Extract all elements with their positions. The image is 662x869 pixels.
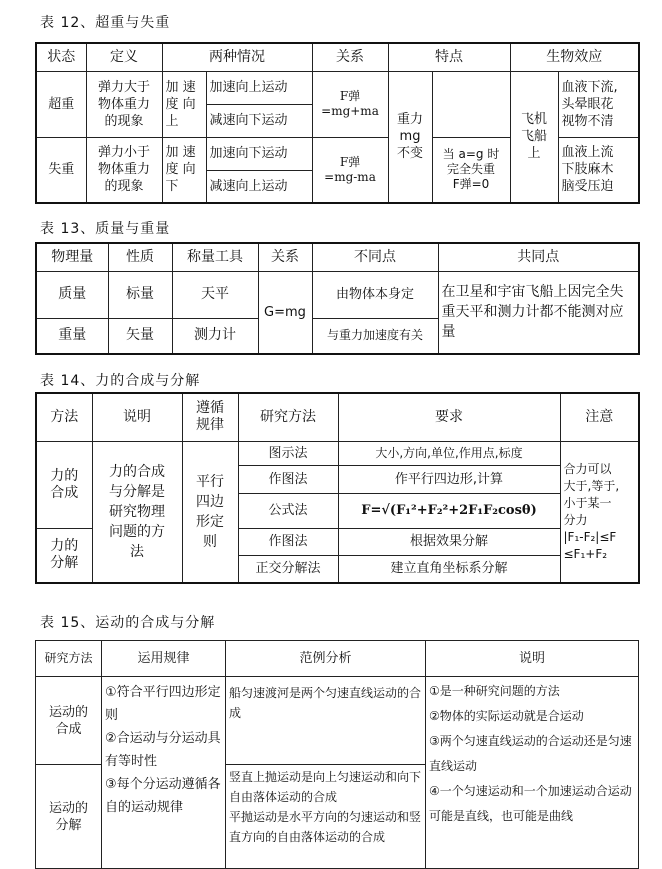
method-drawing: 作图法 [238,465,338,493]
common-point: 在卫星和宇宙飞船上因完全失重天平和测力计都不能测对应量 [438,271,639,354]
method-orthogonal: 正交分解法 [238,555,338,583]
header-rule: 遵循 规律 [182,393,238,441]
table15-caption: 表 15、运动的合成与分解 [40,615,216,631]
header-state: 状态 [36,43,86,71]
motion-notes: ①是一种研究问题的方法 ②物体的实际运动就是合运动 ③两个匀速直线运动的合运动还是匀速直线运动 ④一个匀速运动和一个加速运动合运动可能是直线，也可能是曲线 [426,677,639,869]
table15-motion-composition [35,640,639,869]
method-drawing-2: 作图法 [238,528,338,555]
weight-difference: 与重力加速度有关 [312,318,438,354]
complete-weightlessness: 当 a=g 时 完全失重 F弹=0 [432,137,510,203]
header-method: 方法 [36,393,92,441]
acceleration-up: 加 速 度 向 上 [162,71,206,137]
weight-name: 重量 [36,318,108,354]
header-research-method: 研究方法 [36,641,102,677]
motion-composition: 运动的 合成 [36,677,102,765]
header-notes: 说明 [426,641,639,677]
header-bio-effect: 生物效应 [510,43,639,71]
force-description: 力的合成 与分解是 研究物理 问题的方 法 [92,441,182,583]
definition-weightless: 弹力小于 物体重力 的现象 [86,137,162,203]
motion-decomposition: 运动的 分解 [36,765,102,869]
mass-nature: 标量 [108,271,172,318]
table13-caption: 表 13、质量与重量 [40,221,171,237]
feature-blank [432,71,510,137]
case-decelerate-down: 减速向下运动 [206,104,312,137]
case-decelerate-up: 减速向上运动 [206,170,312,203]
header-relation: 关系 [258,243,312,271]
requirement-diagram: 大小,方向,单位,作用点,标度 [338,441,560,465]
example-vertical-throw: 竖直上抛运动是向上匀速运动和向下自由落体运动的合成 [229,770,422,804]
header-definition: 定义 [86,43,162,71]
force-decomposition: 力的 分解 [36,528,92,583]
requirement-formula: F=√(F₁²+F₂²+2F₁F₂cosθ) [338,493,560,528]
mass-name: 质量 [36,271,108,318]
header-quantity: 物理量 [36,243,108,271]
weight-tool: 测力计 [172,318,258,354]
effect-weightless: 血液上流 下肢麻木 脑受压迫 [558,137,639,203]
header-feature: 特点 [388,43,510,71]
parallelogram-rule: 平行 四边 形定 则 [182,441,238,583]
header-relation: 关系 [312,43,388,71]
relation-overweight: F弹 =mg+ma [312,71,388,137]
header-research-method: 研究方法 [238,393,338,441]
feature-gravity-constant: 重力 mg 不变 [388,71,432,203]
mass-difference: 由物体本身定 [312,271,438,318]
method-formula: 公式法 [238,493,338,528]
table12-overweight-weightlessness [35,42,640,204]
acceleration-down: 加 速 度 向 下 [162,137,206,203]
state-weightless: 失重 [36,137,86,203]
table12-caption: 表 12、超重与失重 [40,15,171,31]
header-examples: 范例分析 [226,641,426,677]
example-horizontal-throw: 平抛运动是水平方向的匀速运动和竖直方向的自由落体运动的合成 [229,810,422,844]
state-overweight: 超重 [36,71,86,137]
header-requirement: 要求 [338,393,560,441]
requirement-effect: 根据效果分解 [338,528,560,555]
force-note: 合力可以 大于,等于, 小于某一 分力 |F₁-F₂|≤F ≤F₁+F₂ [560,441,639,583]
header-common: 共同点 [438,243,639,271]
case-accelerate-down: 加速向下运动 [206,137,312,170]
table13-mass-weight [35,242,640,355]
relation-g-mg: G=mg [258,271,312,354]
force-composition: 力的 合成 [36,441,92,528]
header-difference: 不同点 [312,243,438,271]
table14-caption: 表 14、力的合成与分解 [40,373,201,389]
motion-rules: ①符合平行四边形定则 ②合运动与分运动具有等时性 ③每个分运动遵循各自的运动规律 [102,677,226,869]
mass-tool: 天平 [172,271,258,318]
example-boat-crossing: 船匀速渡河是两个匀速直线运动的合成 [226,677,426,765]
header-description: 说明 [92,393,182,441]
requirement-orthogonal: 建立直角坐标系分解 [338,555,560,583]
header-note: 注意 [560,393,639,441]
header-rules: 运用规律 [102,641,226,677]
table14-force-composition [35,392,640,584]
weight-nature: 矢量 [108,318,172,354]
definition-overweight: 弹力大于 物体重力 的现象 [86,71,162,137]
relation-weightless: F弹 =mg-ma [312,137,388,203]
header-two-cases: 两种情况 [162,43,312,71]
method-diagram: 图示法 [238,441,338,465]
header-nature: 性质 [108,243,172,271]
example-projectile [226,765,426,869]
header-tool: 称量工具 [172,243,258,271]
vehicle-label: 飞机 飞船 上 [510,71,558,203]
requirement-drawing: 作平行四边形,计算 [338,465,560,493]
case-accelerate-up: 加速向上运动 [206,71,312,104]
effect-overweight: 血液下流, 头晕眼花 视物不清 [558,71,639,137]
